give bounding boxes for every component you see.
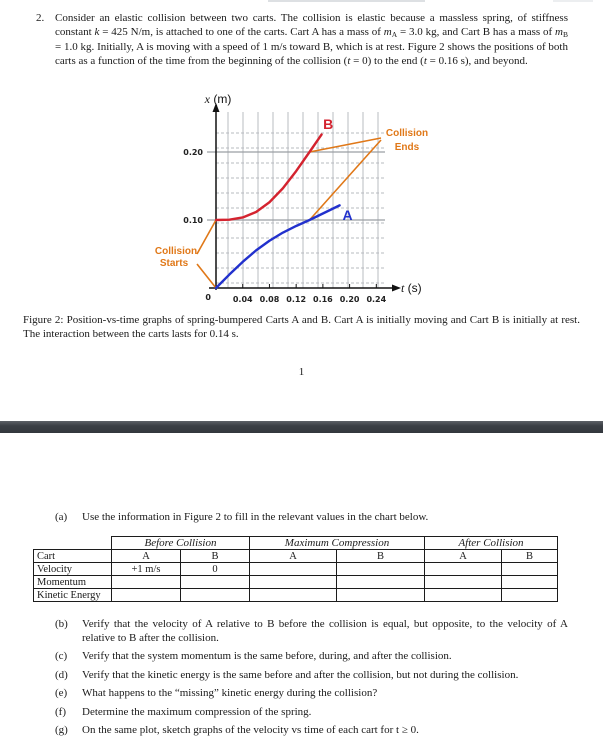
table-cell xyxy=(250,563,337,576)
svg-text:0: 0 xyxy=(205,293,211,302)
svg-text:0.04: 0.04 xyxy=(232,295,253,304)
question-label: (a) xyxy=(55,511,68,523)
table-cell: A xyxy=(112,550,181,563)
table-row xyxy=(34,550,558,563)
question-item xyxy=(55,724,568,738)
annotation-collision-ends xyxy=(310,128,429,220)
table-row xyxy=(34,589,558,602)
table-cell xyxy=(250,589,337,602)
question-item xyxy=(55,650,568,664)
question-label: (g) xyxy=(55,724,68,736)
question-text: Use the information in Figure 2 to fill in the relevant values in the chart below. xyxy=(82,511,429,523)
svg-text:Collision: Collision xyxy=(154,246,198,257)
question-text: On the same plot, sketch graphs of the velocity vs time of each cart for t ≥ 0. xyxy=(82,724,419,736)
svg-text:B: B xyxy=(323,116,334,133)
table-cell: B xyxy=(502,550,558,563)
svg-text:Collision: Collision xyxy=(385,128,429,139)
question-a xyxy=(55,511,568,525)
question-label: (d) xyxy=(55,668,68,681)
svg-text:Starts: Starts xyxy=(159,258,189,269)
table-cell xyxy=(181,589,250,602)
page-edge-artifact xyxy=(268,0,425,2)
problem-text: Consider an elastic collision between two carts. The collision is elastic because a massless spring, of stiffness constant k = 425 N/m, is attached to one of the carts. Cart A has a mass of mA = 3.0 kg, and Cart B has a mass of mB = 1.0 kg. Initially, A is moving with a speed of 1 m/s toward B, which is at rest. Figure 2 shows the positions of both carts as a function of the time from the beginning of the collision (t = 0) to the end (t = 0.16 s), and beyond. xyxy=(55,12,568,67)
table-cell xyxy=(337,589,425,602)
table-cell xyxy=(250,576,337,589)
page-separator-bar xyxy=(0,421,603,433)
table-row xyxy=(34,576,558,589)
table-cell: 0 xyxy=(181,563,250,576)
question-label: (c) xyxy=(55,650,68,662)
table-cell xyxy=(425,576,502,589)
table-group-header: Before Collision xyxy=(112,537,250,550)
page-edge-artifact-2 xyxy=(553,0,593,2)
table-corner-blank xyxy=(34,537,112,550)
svg-text:Ends: Ends xyxy=(394,142,420,153)
question-text: Verify that the system momentum is the same before, during, and after the collision. xyxy=(82,650,452,662)
table-row-label: Cart xyxy=(34,550,112,563)
svg-text:0.10: 0.10 xyxy=(183,216,203,225)
svg-text:0.20: 0.20 xyxy=(183,148,203,157)
annotation-collision-starts xyxy=(155,220,216,288)
table-group-header: After Collision xyxy=(425,537,558,550)
questions-list xyxy=(55,618,568,743)
table-cell: B xyxy=(181,550,250,563)
results-table xyxy=(33,536,558,602)
figure-caption: Figure 2: Position-vs-time graphs of spring-bumpered Carts A and B. Cart A is initially moving and Cart B is initially at rest. The interaction between the carts lasts for 0.14 s. xyxy=(23,314,580,340)
table-cell: B xyxy=(337,550,425,563)
question-label: (f) xyxy=(55,705,66,718)
svg-text:A: A xyxy=(342,207,353,224)
table-cell xyxy=(337,576,425,589)
grid xyxy=(207,112,385,288)
y-axis-label: x (m) xyxy=(204,92,232,106)
question-item xyxy=(55,706,568,720)
problem-statement xyxy=(36,12,568,68)
table-cell xyxy=(425,563,502,576)
table-cell: A xyxy=(425,550,502,563)
svg-text:0.24: 0.24 xyxy=(366,295,387,304)
problem-number: 2. xyxy=(36,12,45,24)
question-text: Verify that the kinetic energy is the same before and after the collision, but not during the collision. xyxy=(82,668,519,681)
question-label: (e) xyxy=(55,687,68,699)
table-cell xyxy=(502,589,558,602)
table-row-label: Momentum xyxy=(34,576,112,589)
table-cell xyxy=(112,589,181,602)
question-item xyxy=(55,669,568,683)
table-cell: A xyxy=(250,550,337,563)
table-cell xyxy=(337,563,425,576)
table-group-header: Maximum Compression xyxy=(250,537,425,550)
table-cell xyxy=(502,576,558,589)
position-time-graph xyxy=(145,90,475,314)
table-cell xyxy=(181,576,250,589)
page-number: 1 xyxy=(298,366,305,378)
question-item xyxy=(55,687,568,701)
x-axis-label: t (s) xyxy=(401,281,422,295)
table-row xyxy=(34,563,558,576)
table-row-label: Velocity xyxy=(34,563,112,576)
question-text: What happens to the “missing” kinetic energy during the collision? xyxy=(82,687,378,699)
question-text: Verify that the velocity of A relative to B before the collision is equal, but opposite, to the velocity of A relative to B after the collision. xyxy=(82,618,568,644)
table-cell: +1 m/s xyxy=(112,563,181,576)
table-cell xyxy=(425,589,502,602)
curve-B xyxy=(216,116,333,220)
question-label: (b) xyxy=(55,618,68,630)
table-cell xyxy=(112,576,181,589)
svg-text:0.12: 0.12 xyxy=(286,295,307,304)
question-item xyxy=(55,618,568,645)
svg-text:0.16: 0.16 xyxy=(313,295,333,304)
svg-text:0.08: 0.08 xyxy=(259,295,280,304)
table-row-label: Kinetic Energy xyxy=(34,589,112,602)
table-cell xyxy=(502,563,558,576)
question-text: Determine the maximum compression of the spring. xyxy=(82,705,312,718)
svg-text:0.20: 0.20 xyxy=(339,295,360,304)
